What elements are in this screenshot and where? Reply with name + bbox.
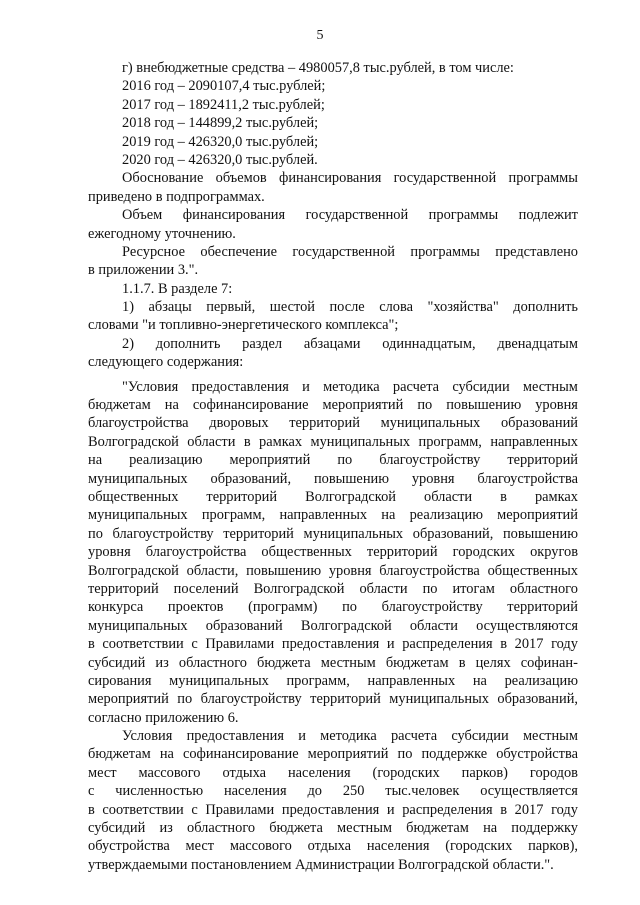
text-line: бюджетам на софинансирование мероприятий по поддержке обустройства — [88, 746, 578, 763]
text-line: 2018 год – 144899,2 тыс.рублей; — [122, 115, 319, 132]
text-line: приведено в подпрограммах. — [88, 188, 265, 205]
text-line: "Условия предоставления и методика расчета субсидии местным — [122, 378, 578, 395]
text-line: благоустройства дворовых территорий муниципальных образований — [88, 415, 578, 432]
text-line: в соответствии с Правилами предоставления и распределения в 2017 году — [88, 801, 578, 818]
text-line: 2020 год – 426320,0 тыс.рублей. — [122, 151, 318, 168]
text-line: сирования муниципальных программ, направленных на реализацию — [88, 672, 578, 689]
text-line: мест массового отдыха населения (городских парков) городов — [88, 764, 578, 781]
text-line: уровня благоустройства общественных территорий городских округов — [88, 544, 578, 561]
text-line: по благоустройству территорий муниципальных образований, повышению — [88, 525, 578, 542]
text-line: субсидий из областного бюджета местным бюджетам в целях софинан- — [88, 654, 578, 671]
text-line: с численностью населения до 250 тыс.человек осуществляется — [88, 783, 578, 800]
text-line: ежегодному уточнению. — [88, 225, 236, 242]
page-number: 5 — [316, 28, 324, 43]
text-line: территорий поселений Волгоградской области по итогам областного — [88, 580, 578, 597]
text-line: муниципальных программ, направленных на реализацию мероприятий — [88, 507, 578, 524]
text-line: муниципальных образований, повышению уровня благоустройства — [88, 470, 578, 487]
text-line: согласно приложению 6. — [88, 709, 239, 726]
text-line: г) внебюджетные средства – 4980057,8 тыс.рублей, в том числе: — [122, 60, 514, 76]
text-line: следующего содержания: — [88, 354, 244, 371]
text-line: 2017 год – 1892411,2 тыс.рублей; — [122, 96, 325, 113]
text-line: общественных территорий Волгоградской области в рамках — [88, 488, 578, 505]
text-line: в соответствии с Правилами предоставления и распределения в 2017 году — [88, 636, 578, 653]
text-line: 2019 год – 426320,0 тыс.рублей; — [122, 133, 319, 150]
text-line: на реализацию мероприятий по благоустройству территорий — [88, 452, 578, 469]
text-line: 1.1.7. В разделе 7: — [122, 280, 233, 297]
text-line: мероприятий по благоустройству территорий муниципальных образований, — [88, 691, 578, 708]
paragraph — [88, 59, 578, 77]
text-line: субсидий из областного бюджета местным бюджетам на поддержку — [88, 820, 578, 837]
text-line: Объем финансирования государственной программы подлежит — [122, 207, 578, 224]
text-line: Ресурсное обеспечение государственной программы представлено — [122, 243, 578, 260]
text-line: словами "и топливно-энергетического комплекса"; — [88, 317, 399, 334]
text-line: Волгоградской области, повышению уровня благоустройства общественных — [88, 562, 578, 579]
paragraph — [88, 378, 578, 727]
text-line: конкурса проектов (программ) по благоустройству территорий — [88, 599, 578, 616]
paragraph — [88, 206, 578, 243]
paragraph — [88, 96, 578, 114]
text-line: Условия предоставления и методика расчета субсидии местным — [122, 728, 578, 745]
text-line: обустройства мест массового отдыха населения (городских парков), — [88, 838, 578, 855]
paragraph — [88, 77, 578, 95]
paragraph — [88, 298, 578, 335]
text-line: 1) абзацы первый, шестой после слова "хозяйства" дополнить — [122, 299, 578, 316]
paragraph — [88, 114, 578, 132]
paragraph — [88, 243, 578, 280]
document-body — [88, 59, 578, 874]
text-line: Волгоградской области в рамках муниципальных программ, направленных — [88, 433, 578, 450]
paragraph — [88, 280, 578, 298]
paragraph — [88, 335, 578, 372]
text-line: утверждаемыми постановлением Администрации Волгоградской области.". — [88, 856, 554, 873]
paragraph — [88, 151, 578, 169]
paragraph — [88, 133, 578, 151]
text-line: муниципальных образований Волгоградской области осуществляются — [88, 617, 578, 634]
paragraph — [88, 727, 578, 874]
paragraph — [88, 169, 578, 206]
text-line: бюджетам на софинансирование мероприятий по повышению уровня — [88, 397, 578, 414]
text-line: в приложении 3.". — [88, 262, 199, 279]
text-line: 2) дополнить раздел абзацами одиннадцатым, двенадцатым — [122, 335, 578, 352]
text-line: 2016 год – 2090107,4 тыс.рублей; — [122, 78, 326, 95]
text-line: Обоснование объемов финансирования государственной программы — [122, 170, 578, 187]
